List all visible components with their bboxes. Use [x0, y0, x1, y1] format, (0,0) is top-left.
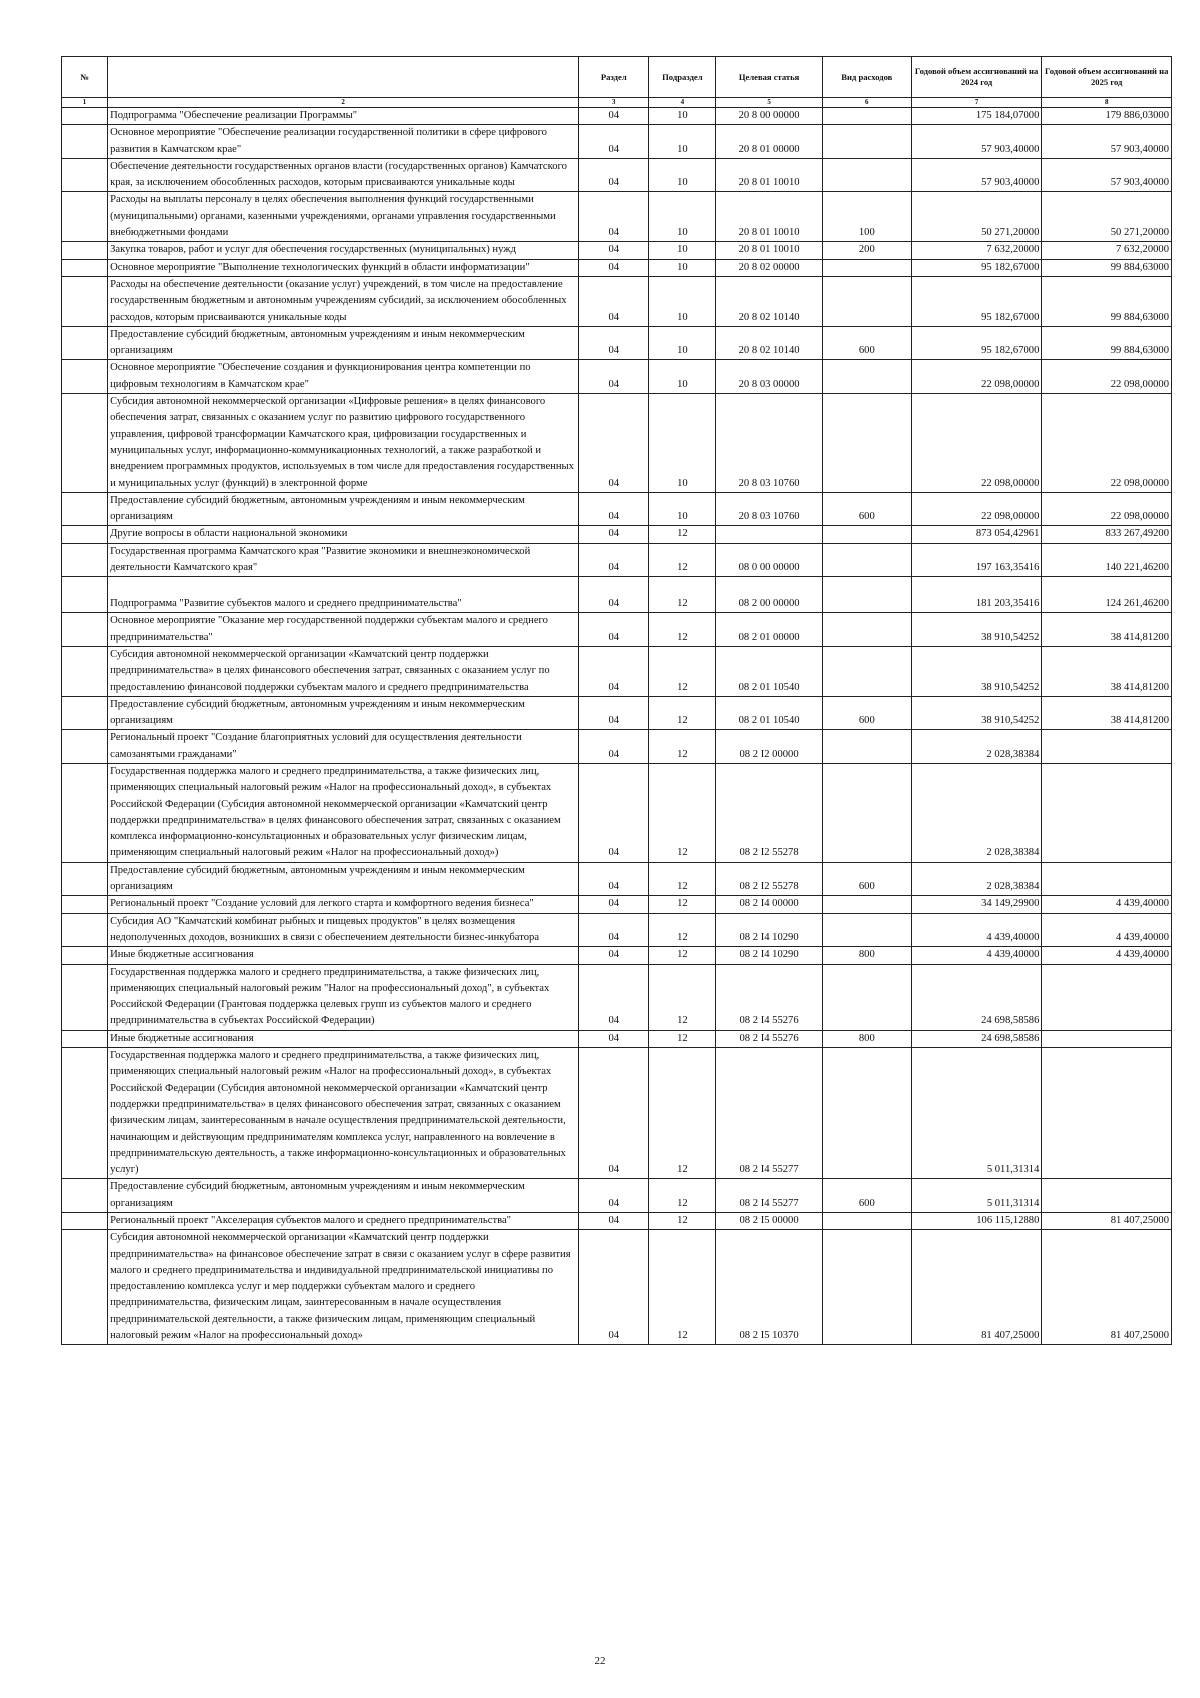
table-header	[62, 57, 1172, 108]
header-year-2024: Годовой объем ассигнований на 2024 год	[911, 57, 1042, 98]
amount-2025-cell: 81 407,25000	[1042, 1230, 1172, 1345]
expense-name-cell: Предоставление субсидий бюджетным, автономным учреждениям и иным некоммерческим организациям	[108, 696, 579, 730]
row-number-cell	[62, 276, 108, 326]
expense-name-cell: Иные бюджетные ассигнования	[108, 1030, 579, 1047]
row-number-cell	[62, 360, 108, 394]
table-row	[62, 1230, 1172, 1345]
tselevaya-statya-cell: 08 2 00 00000	[716, 577, 822, 613]
razdel-cell: 04	[579, 896, 649, 913]
amount-2025-cell: 4 439,40000	[1042, 896, 1172, 913]
expense-name-cell: Предоставление субсидий бюджетным, автономным учреждениям и иным некоммерческим организациям	[108, 326, 579, 360]
tselevaya-statya-cell: 08 2 01 00000	[716, 613, 822, 647]
tselevaya-statya-cell: 20 8 02 00000	[716, 259, 822, 276]
razdel-cell: 04	[579, 913, 649, 947]
table-row	[62, 862, 1172, 896]
table-row	[62, 276, 1172, 326]
razdel-cell: 04	[579, 326, 649, 360]
expense-name-cell: Подпрограмма "Обеспечение реализации Программы"	[108, 108, 579, 125]
razdel-cell: 04	[579, 158, 649, 192]
podrazdel-cell: 12	[649, 964, 716, 1030]
header-razdel: Раздел	[579, 57, 649, 98]
amount-2024-cell: 38 910,54252	[911, 646, 1042, 696]
tselevaya-statya-cell: 08 2 01 10540	[716, 696, 822, 730]
amount-2025-cell: 833 267,49200	[1042, 526, 1172, 543]
razdel-cell: 04	[579, 613, 649, 647]
amount-2024-cell: 4 439,40000	[911, 947, 1042, 964]
amount-2025-cell: 140 221,46200	[1042, 543, 1172, 577]
podrazdel-cell: 12	[649, 1179, 716, 1213]
razdel-cell: 04	[579, 1213, 649, 1230]
vid-rashodov-cell	[822, 259, 911, 276]
tselevaya-statya-cell: 08 2 I4 55276	[716, 964, 822, 1030]
vid-rashodov-cell	[822, 1048, 911, 1179]
amount-2024-cell: 5 011,31314	[911, 1048, 1042, 1179]
vid-rashodov-cell	[822, 276, 911, 326]
table-row	[62, 125, 1172, 159]
amount-2024-cell: 50 271,20000	[911, 192, 1042, 242]
row-number-cell	[62, 526, 108, 543]
vid-rashodov-cell: 100	[822, 192, 911, 242]
tselevaya-statya-cell: 20 8 03 10760	[716, 492, 822, 526]
row-number-cell	[62, 964, 108, 1030]
table-row	[62, 360, 1172, 394]
razdel-cell: 04	[579, 763, 649, 862]
amount-2025-cell: 50 271,20000	[1042, 192, 1172, 242]
vid-rashodov-cell	[822, 158, 911, 192]
row-number-cell	[62, 326, 108, 360]
expense-name-cell: Субсидия автономной некоммерческой организации «Цифровые решения» в целях финансового обеспечения затрат, связанных с оказанием услуг по развитию цифрового государственного управления, цифровой трансформации Камчатского края, цифровизации государственных и муниципальных услуг, информационно-коммуникационных технологий, а также разработкой и внедрением программных продуктов, используемых в том числе для предоставления государственных и муниципальных услуг (функций) в электронной форме	[108, 394, 579, 493]
tselevaya-statya-cell: 20 8 01 00000	[716, 125, 822, 159]
amount-2024-cell: 34 149,29900	[911, 896, 1042, 913]
amount-2024-cell: 5 011,31314	[911, 1179, 1042, 1213]
expense-name-cell: Закупка товаров, работ и услуг для обеспечения государственных (муниципальных) нужд	[108, 242, 579, 259]
table-row	[62, 242, 1172, 259]
expense-name-cell: Региональный проект "Создание благоприятных условий для осуществления деятельности самозанятыми гражданами"	[108, 730, 579, 764]
table-row	[62, 947, 1172, 964]
razdel-cell: 04	[579, 696, 649, 730]
tselevaya-statya-cell: 08 2 I2 00000	[716, 730, 822, 764]
row-number-cell	[62, 192, 108, 242]
amount-2024-cell: 95 182,67000	[911, 276, 1042, 326]
podrazdel-cell: 10	[649, 108, 716, 125]
vid-rashodov-cell: 600	[822, 862, 911, 896]
table-row	[62, 108, 1172, 125]
vid-rashodov-cell	[822, 646, 911, 696]
col-number: 8	[1042, 98, 1172, 108]
row-number-cell	[62, 1230, 108, 1345]
tselevaya-statya-cell: 08 2 I2 55278	[716, 862, 822, 896]
amount-2025-cell: 99 884,63000	[1042, 259, 1172, 276]
amount-2024-cell: 24 698,58586	[911, 964, 1042, 1030]
podrazdel-cell: 10	[649, 276, 716, 326]
table-row	[62, 259, 1172, 276]
table-row	[62, 696, 1172, 730]
vid-rashodov-cell	[822, 763, 911, 862]
razdel-cell: 04	[579, 259, 649, 276]
vid-rashodov-cell	[822, 125, 911, 159]
expense-name-cell: Предоставление субсидий бюджетным, автономным учреждениям и иным некоммерческим организациям	[108, 492, 579, 526]
tselevaya-statya-cell: 08 2 I2 55278	[716, 763, 822, 862]
row-number-cell	[62, 1179, 108, 1213]
podrazdel-cell: 12	[649, 730, 716, 764]
amount-2024-cell: 24 698,58586	[911, 1030, 1042, 1047]
expense-name-cell: Другие вопросы в области национальной экономики	[108, 526, 579, 543]
table-row	[62, 1213, 1172, 1230]
amount-2025-cell	[1042, 730, 1172, 764]
vid-rashodov-cell: 200	[822, 242, 911, 259]
amount-2025-cell: 22 098,00000	[1042, 360, 1172, 394]
row-number-cell	[62, 492, 108, 526]
row-number-cell	[62, 913, 108, 947]
podrazdel-cell: 12	[649, 913, 716, 947]
expense-name-cell: Региональный проект "Создание условий для легкого старта и комфортного ведения бизнеса"	[108, 896, 579, 913]
tselevaya-statya-cell: 08 2 I4 10290	[716, 947, 822, 964]
col-number: 2	[108, 98, 579, 108]
expense-name-cell: Обеспечение деятельности государственных органов власти (государственных органов) Камчатского края, за исключением обособленных расходов, которым присваиваются уникальные коды	[108, 158, 579, 192]
podrazdel-cell: 10	[649, 394, 716, 493]
razdel-cell: 04	[579, 526, 649, 543]
row-number-cell	[62, 158, 108, 192]
row-number-cell	[62, 394, 108, 493]
table-row	[62, 492, 1172, 526]
amount-2024-cell: 175 184,07000	[911, 108, 1042, 125]
razdel-cell: 04	[579, 1030, 649, 1047]
podrazdel-cell: 10	[649, 492, 716, 526]
vid-rashodov-cell	[822, 360, 911, 394]
razdel-cell: 04	[579, 577, 649, 613]
tselevaya-statya-cell: 20 8 02 10140	[716, 326, 822, 360]
amount-2024-cell: 22 098,00000	[911, 394, 1042, 493]
table-row	[62, 158, 1172, 192]
podrazdel-cell: 12	[649, 543, 716, 577]
amount-2025-cell	[1042, 1179, 1172, 1213]
vid-rashodov-cell: 600	[822, 696, 911, 730]
vid-rashodov-cell	[822, 577, 911, 613]
row-number-cell	[62, 763, 108, 862]
table-row	[62, 1030, 1172, 1047]
amount-2025-cell: 57 903,40000	[1042, 125, 1172, 159]
vid-rashodov-cell	[822, 730, 911, 764]
podrazdel-cell: 12	[649, 1213, 716, 1230]
table-row	[62, 326, 1172, 360]
table-row	[62, 646, 1172, 696]
expense-name-cell: Региональный проект "Акселерация субъектов малого и среднего предпринимательства"	[108, 1213, 579, 1230]
budget-table	[61, 56, 1172, 1345]
podrazdel-cell: 12	[649, 862, 716, 896]
tselevaya-statya-cell: 08 2 I4 55276	[716, 1030, 822, 1047]
row-number-cell	[62, 862, 108, 896]
row-number-cell	[62, 896, 108, 913]
amount-2024-cell: 22 098,00000	[911, 360, 1042, 394]
podrazdel-cell: 12	[649, 1030, 716, 1047]
vid-rashodov-cell: 600	[822, 326, 911, 360]
amount-2025-cell: 38 414,81200	[1042, 613, 1172, 647]
col-number: 5	[716, 98, 822, 108]
tselevaya-statya-cell	[716, 526, 822, 543]
col-number: 7	[911, 98, 1042, 108]
tselevaya-statya-cell: 20 8 01 10010	[716, 242, 822, 259]
row-number-cell	[62, 577, 108, 613]
expense-name-cell: Предоставление субсидий бюджетным, автономным учреждениям и иным некоммерческим организациям	[108, 862, 579, 896]
amount-2025-cell	[1042, 763, 1172, 862]
razdel-cell: 04	[579, 242, 649, 259]
header-tselevaya-statya: Целевая статья	[716, 57, 822, 98]
table-row	[62, 730, 1172, 764]
tselevaya-statya-cell: 20 8 00 00000	[716, 108, 822, 125]
razdel-cell: 04	[579, 862, 649, 896]
expense-name-cell: Основное мероприятие "Оказание мер государственной поддержки субъектам малого и среднего предпринимательства"	[108, 613, 579, 647]
amount-2025-cell: 22 098,00000	[1042, 394, 1172, 493]
row-number-cell	[62, 543, 108, 577]
amount-2025-cell: 57 903,40000	[1042, 158, 1172, 192]
amount-2024-cell: 873 054,42961	[911, 526, 1042, 543]
tselevaya-statya-cell: 08 2 I4 10290	[716, 913, 822, 947]
vid-rashodov-cell: 800	[822, 1030, 911, 1047]
podrazdel-cell: 12	[649, 577, 716, 613]
podrazdel-cell: 10	[649, 158, 716, 192]
vid-rashodov-cell	[822, 913, 911, 947]
vid-rashodov-cell	[822, 613, 911, 647]
row-number-cell	[62, 125, 108, 159]
amount-2024-cell: 2 028,38384	[911, 862, 1042, 896]
header-podrazdel: Подраздел	[649, 57, 716, 98]
amount-2025-cell: 4 439,40000	[1042, 913, 1172, 947]
expense-name-cell: Основное мероприятие "Выполнение технологических функций в области информатизации"	[108, 259, 579, 276]
tselevaya-statya-cell: 08 2 I4 00000	[716, 896, 822, 913]
table-body	[62, 108, 1172, 1345]
razdel-cell: 04	[579, 125, 649, 159]
page-number: 22	[594, 1655, 606, 1667]
expense-name-cell: Расходы на обеспечение деятельности (оказание услуг) учреждений, в том числе на предоставление государственным бюджетным и автономным учреждениям субсидий, за исключением обособленных расходов, которым присваиваются уникальные коды	[108, 276, 579, 326]
header-name	[108, 57, 579, 98]
amount-2025-cell	[1042, 1048, 1172, 1179]
podrazdel-cell: 10	[649, 242, 716, 259]
tselevaya-statya-cell: 08 0 00 00000	[716, 543, 822, 577]
table-row	[62, 913, 1172, 947]
expense-name-cell: Государственная программа Камчатского края "Развитие экономики и внешнеэкономической деятельности Камчатского края"	[108, 543, 579, 577]
amount-2024-cell: 22 098,00000	[911, 492, 1042, 526]
vid-rashodov-cell	[822, 526, 911, 543]
row-number-cell	[62, 613, 108, 647]
amount-2025-cell	[1042, 1030, 1172, 1047]
razdel-cell: 04	[579, 360, 649, 394]
amount-2024-cell: 95 182,67000	[911, 259, 1042, 276]
expense-name-cell: Расходы на выплаты персоналу в целях обеспечения выполнения функций государственными (муниципальными) органами, казенными учреждениями, органами управления государственными внебюджетными фондами	[108, 192, 579, 242]
amount-2025-cell: 7 632,20000	[1042, 242, 1172, 259]
expense-name-cell: Государственная поддержка малого и среднего предпринимательства, а также физических лиц, применяющих специальный налоговый режим «Налог на профессиональный доход», в субъектах Российской Федерации (Субсидия автономной некоммерческой организации «Камчатский центр поддержки предпринимательства» в целях финансового обеспечения затрат, связанных с оказанием физическим лицам, заинтересованным в начале осуществления предпринимательской деятельности, начинающим и действующим предпринимателям комплекса услуг, направленного на вовлечение в предпринимательскую деятельность, а также информационно-консультационных и образовательных услуг)	[108, 1048, 579, 1179]
amount-2025-cell	[1042, 964, 1172, 1030]
podrazdel-cell: 10	[649, 326, 716, 360]
vid-rashodov-cell	[822, 964, 911, 1030]
row-number-cell	[62, 730, 108, 764]
expense-name-cell: Субсидия автономной некоммерческой организации «Камчатский центр поддержки предпринимательства» в целях финансового обеспечения затрат, связанных с оказанием услуг по предоставлению финансовой поддержки субъектам малого и среднего предпринимательства	[108, 646, 579, 696]
header-year-2025: Годовой объем ассигнований на 2025 год	[1042, 57, 1172, 98]
podrazdel-cell: 12	[649, 896, 716, 913]
amount-2024-cell: 57 903,40000	[911, 125, 1042, 159]
podrazdel-cell: 12	[649, 1048, 716, 1179]
tselevaya-statya-cell: 20 8 01 10010	[716, 192, 822, 242]
amount-2024-cell: 181 203,35416	[911, 577, 1042, 613]
razdel-cell: 04	[579, 276, 649, 326]
table-row	[62, 613, 1172, 647]
table-row	[62, 964, 1172, 1030]
tselevaya-statya-cell: 08 2 I4 55277	[716, 1179, 822, 1213]
amount-2025-cell: 81 407,25000	[1042, 1213, 1172, 1230]
vid-rashodov-cell	[822, 394, 911, 493]
amount-2024-cell: 81 407,25000	[911, 1230, 1042, 1345]
amount-2024-cell: 106 115,12880	[911, 1213, 1042, 1230]
vid-rashodov-cell: 600	[822, 1179, 911, 1213]
razdel-cell: 04	[579, 964, 649, 1030]
podrazdel-cell: 12	[649, 646, 716, 696]
row-number-cell	[62, 947, 108, 964]
vid-rashodov-cell	[822, 1213, 911, 1230]
expense-name-cell: Иные бюджетные ассигнования	[108, 947, 579, 964]
vid-rashodov-cell: 600	[822, 492, 911, 526]
table-row	[62, 526, 1172, 543]
razdel-cell: 04	[579, 394, 649, 493]
razdel-cell: 04	[579, 192, 649, 242]
razdel-cell: 04	[579, 1048, 649, 1179]
amount-2024-cell: 38 910,54252	[911, 613, 1042, 647]
expense-name-cell: Субсидия автономной некоммерческой организации «Камчатский центр поддержки предпринимательства» на финансовое обеспечение затрат в связи с оказанием услуг в сфере развития малого и среднего предпринимательства и индивидуальной предпринимательской инициативы по предоставлению комплекса услуг и мер поддержки субъектам малого и среднего предпринимательства, физическим лицам, заинтересованным в начале осуществления предпринимательской деятельности, а также физическим лицам, применяющим специальный налоговый режим «Налог на профессиональный доход»	[108, 1230, 579, 1345]
tselevaya-statya-cell: 20 8 02 10140	[716, 276, 822, 326]
vid-rashodov-cell: 800	[822, 947, 911, 964]
table-row	[62, 394, 1172, 493]
amount-2025-cell: 179 886,03000	[1042, 108, 1172, 125]
table-row	[62, 192, 1172, 242]
podrazdel-cell: 10	[649, 125, 716, 159]
amount-2024-cell: 38 910,54252	[911, 696, 1042, 730]
row-number-cell	[62, 259, 108, 276]
razdel-cell: 04	[579, 543, 649, 577]
podrazdel-cell: 12	[649, 696, 716, 730]
row-number-cell	[62, 1213, 108, 1230]
tselevaya-statya-cell: 20 8 01 10010	[716, 158, 822, 192]
amount-2024-cell: 95 182,67000	[911, 326, 1042, 360]
expense-name-cell: Подпрограмма "Развитие субъектов малого и среднего предпринимательства"	[108, 577, 579, 613]
header-num: №	[62, 57, 108, 98]
row-number-cell	[62, 696, 108, 730]
expense-name-cell: Основное мероприятие "Обеспечение реализации государственной политики в сфере цифрового развития в Камчатском крае"	[108, 125, 579, 159]
table-row	[62, 1179, 1172, 1213]
col-number: 3	[579, 98, 649, 108]
row-number-cell	[62, 108, 108, 125]
vid-rashodov-cell	[822, 543, 911, 577]
tselevaya-statya-cell: 08 2 01 10540	[716, 646, 822, 696]
expense-name-cell: Государственная поддержка малого и среднего предпринимательства, а также физических лиц, применяющих специальный налоговый режим «Налог на профессиональный доход», в субъектах Российской Федерации (Субсидия автономной некоммерческой организации «Камчатский центр поддержки предпринимательства» в целях финансового обеспечения затрат, связанных с оказанием комплекса информационно-консультационных и образовательных услуг физическим лицам, применяющим специальный налоговый режим «Налог на профессиональный доход»)	[108, 763, 579, 862]
amount-2024-cell: 4 439,40000	[911, 913, 1042, 947]
expense-name-cell: Субсидия АО "Камчатский комбинат рыбных и пищевых продуктов" в целях возмещения недополученных доходов, возникших в связи с обеспечением деятельности бизнес-инкубатора	[108, 913, 579, 947]
table-row	[62, 763, 1172, 862]
tselevaya-statya-cell: 08 2 I5 10370	[716, 1230, 822, 1345]
amount-2024-cell: 2 028,38384	[911, 763, 1042, 862]
expense-name-cell: Государственная поддержка малого и среднего предпринимательства, а также физических лиц, применяющих специальный налоговый режим "Налог на профессиональный доход", в субъектах Российской Федерации (Грантовая поддержка целевых групп из субъектов малого и среднего предпринимательства в субъектах Российской Федерации)	[108, 964, 579, 1030]
amount-2025-cell: 99 884,63000	[1042, 326, 1172, 360]
podrazdel-cell: 12	[649, 613, 716, 647]
razdel-cell: 04	[579, 646, 649, 696]
table-row	[62, 1048, 1172, 1179]
amount-2025-cell: 4 439,40000	[1042, 947, 1172, 964]
amount-2025-cell: 38 414,81200	[1042, 646, 1172, 696]
row-number-cell	[62, 242, 108, 259]
tselevaya-statya-cell: 20 8 03 00000	[716, 360, 822, 394]
expense-name-cell: Предоставление субсидий бюджетным, автономным учреждениям и иным некоммерческим организациям	[108, 1179, 579, 1213]
amount-2024-cell: 7 632,20000	[911, 242, 1042, 259]
podrazdel-cell: 10	[649, 360, 716, 394]
razdel-cell: 04	[579, 492, 649, 526]
row-number-cell	[62, 1048, 108, 1179]
tselevaya-statya-cell: 08 2 I4 55277	[716, 1048, 822, 1179]
vid-rashodov-cell	[822, 108, 911, 125]
table-row	[62, 896, 1172, 913]
podrazdel-cell: 12	[649, 526, 716, 543]
podrazdel-cell: 10	[649, 192, 716, 242]
row-number-cell	[62, 1030, 108, 1047]
amount-2024-cell: 2 028,38384	[911, 730, 1042, 764]
amount-2024-cell: 57 903,40000	[911, 158, 1042, 192]
razdel-cell: 04	[579, 730, 649, 764]
amount-2025-cell: 22 098,00000	[1042, 492, 1172, 526]
header-vid-rashodov: Вид расходов	[822, 57, 911, 98]
table-row	[62, 543, 1172, 577]
razdel-cell: 04	[579, 1179, 649, 1213]
col-number: 4	[649, 98, 716, 108]
razdel-cell: 04	[579, 1230, 649, 1345]
amount-2025-cell	[1042, 862, 1172, 896]
amount-2025-cell: 124 261,46200	[1042, 577, 1172, 613]
tselevaya-statya-cell: 08 2 I5 00000	[716, 1213, 822, 1230]
vid-rashodov-cell	[822, 896, 911, 913]
podrazdel-cell: 12	[649, 947, 716, 964]
razdel-cell: 04	[579, 947, 649, 964]
expense-name-cell: Основное мероприятие "Обеспечение создания и функционирования центра компетенции по цифровым технологиям в Камчатском крае"	[108, 360, 579, 394]
row-number-cell	[62, 646, 108, 696]
tselevaya-statya-cell: 20 8 03 10760	[716, 394, 822, 493]
vid-rashodov-cell	[822, 1230, 911, 1345]
amount-2024-cell: 197 163,35416	[911, 543, 1042, 577]
table-row	[62, 577, 1172, 613]
razdel-cell: 04	[579, 108, 649, 125]
col-number: 1	[62, 98, 108, 108]
podrazdel-cell: 12	[649, 1230, 716, 1345]
amount-2025-cell: 38 414,81200	[1042, 696, 1172, 730]
podrazdel-cell: 12	[649, 763, 716, 862]
col-number: 6	[822, 98, 911, 108]
podrazdel-cell: 10	[649, 259, 716, 276]
amount-2025-cell: 99 884,63000	[1042, 276, 1172, 326]
